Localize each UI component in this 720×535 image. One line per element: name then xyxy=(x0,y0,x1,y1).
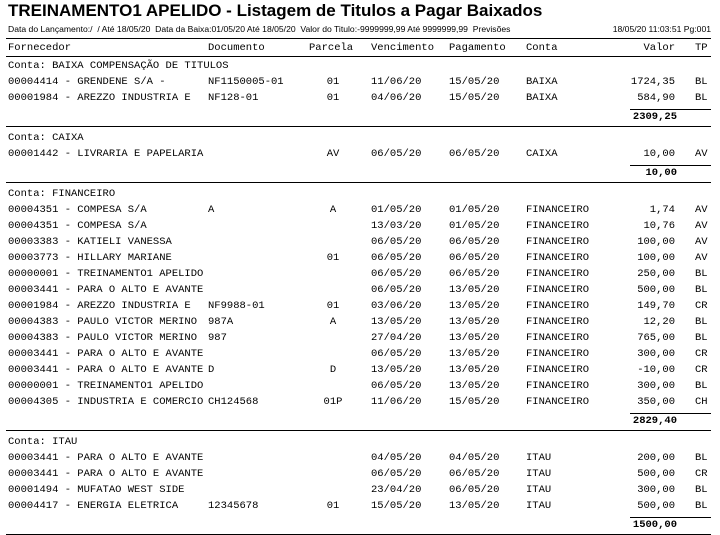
cell-pagamento: 06/05/20 xyxy=(449,268,500,280)
col-documento: Documento xyxy=(208,42,265,54)
cell-valor: 1,74 xyxy=(649,204,675,216)
col-parcela: Parcela xyxy=(309,42,354,54)
group-header: Conta: FINANCEIRO xyxy=(8,188,116,200)
cell-pagamento: 06/05/20 xyxy=(449,468,500,480)
cell-pagamento: 15/05/20 xyxy=(449,396,500,408)
header-top-rule xyxy=(6,38,711,39)
cell-valor: 500,00 xyxy=(637,284,675,296)
cell-tp: AV xyxy=(695,220,708,232)
cell-fornecedor: 00001494 - MUFATAO WEST SIDE xyxy=(8,484,185,496)
cell-conta: FINANCEIRO xyxy=(526,220,590,232)
cell-fornecedor: 00003441 - PARA O ALTO E AVANTE xyxy=(8,284,204,296)
cell-conta: ITAU xyxy=(526,452,552,464)
col-tp: TP xyxy=(695,42,708,54)
cell-tp: BL xyxy=(695,332,708,344)
cell-parcela: 01 xyxy=(326,500,340,512)
cell-vencimento: 03/06/20 xyxy=(371,300,422,312)
cell-parcela: 01 xyxy=(326,252,340,264)
cell-conta: BAIXA xyxy=(526,76,558,88)
cell-conta: FINANCEIRO xyxy=(526,364,590,376)
cell-tp: CR xyxy=(695,468,708,480)
cell-fornecedor: 00004414 - GRENDENE S/A - xyxy=(8,76,166,88)
cell-pagamento: 13/05/20 xyxy=(449,380,500,392)
cell-conta: FINANCEIRO xyxy=(526,348,590,360)
cell-fornecedor: 00004383 - PAULO VICTOR MERINO xyxy=(8,332,198,344)
cell-valor: 10,00 xyxy=(643,148,675,160)
cell-vencimento: 06/05/20 xyxy=(371,348,422,360)
cell-pagamento: 06/05/20 xyxy=(449,148,500,160)
report-title: TREINAMENTO1 APELIDO - Listagem de Titulos a Pagar Baixados xyxy=(8,1,543,20)
cell-valor: 500,00 xyxy=(637,500,675,512)
cell-documento: CH124568 xyxy=(208,396,259,408)
group-total: 2309,25 xyxy=(632,111,677,123)
cell-tp: CR xyxy=(695,364,708,376)
cell-vencimento: 01/05/20 xyxy=(371,204,422,216)
group-header: Conta: ITAU xyxy=(8,436,78,448)
cell-pagamento: 13/05/20 xyxy=(449,348,500,360)
cell-vencimento: 13/03/20 xyxy=(371,220,422,232)
cell-vencimento: 04/06/20 xyxy=(371,92,422,104)
cell-parcela: A xyxy=(329,316,337,328)
cell-valor: 200,00 xyxy=(637,452,675,464)
cell-valor: 300,00 xyxy=(637,348,675,360)
cell-fornecedor: 00003383 - KATIELI VANESSA xyxy=(8,236,172,248)
cell-pagamento: 15/05/20 xyxy=(449,76,500,88)
cell-valor: 250,00 xyxy=(637,268,675,280)
cell-fornecedor: 00001442 - LIVRARIA E PAPELARIA xyxy=(8,148,204,160)
cell-fornecedor: 00003441 - PARA O ALTO E AVANTE xyxy=(8,468,204,480)
cell-conta: FINANCEIRO xyxy=(526,284,590,296)
cell-vencimento: 06/05/20 xyxy=(371,468,422,480)
cell-fornecedor: 00003441 - PARA O ALTO E AVANTE xyxy=(8,452,204,464)
cell-fornecedor: 00004383 - PAULO VICTOR MERINO xyxy=(8,316,198,328)
cell-documento: 12345678 xyxy=(208,500,259,512)
header-bottom-rule xyxy=(6,56,711,57)
cell-documento: 987A xyxy=(208,316,234,328)
cell-fornecedor: 00000001 - TREINAMENTO1 APELIDO xyxy=(8,380,204,392)
cell-vencimento: 13/05/20 xyxy=(371,316,422,328)
cell-pagamento: 13/05/20 xyxy=(449,316,500,328)
cell-pagamento: 13/05/20 xyxy=(449,284,500,296)
cell-vencimento: 06/05/20 xyxy=(371,284,422,296)
cell-vencimento: 27/04/20 xyxy=(371,332,422,344)
cell-pagamento: 01/05/20 xyxy=(449,220,500,232)
report-filters: Data do Lançamento:/ / Até 18/05/20 Data da Baixa:01/05/20 Até 18/05/20 Valor do Titulo:-9999999,99 Até 9999999,99 Previsões xyxy=(8,24,511,34)
cell-tp: AV xyxy=(695,236,708,248)
cell-tp: AV xyxy=(695,252,708,264)
cell-conta: FINANCEIRO xyxy=(526,316,590,328)
cell-pagamento: 06/05/20 xyxy=(449,236,500,248)
col-pagamento: Pagamento xyxy=(449,42,506,54)
cell-fornecedor: 00001984 - AREZZO INDUSTRIA E xyxy=(8,92,191,104)
cell-fornecedor: 00004305 - INDUSTRIA E COMERCIO xyxy=(8,396,204,408)
cell-valor: 300,00 xyxy=(637,380,675,392)
cell-conta: FINANCEIRO xyxy=(526,204,590,216)
cell-vencimento: 23/04/20 xyxy=(371,484,422,496)
cell-fornecedor: 00004351 - COMPESA S/A xyxy=(8,204,147,216)
cell-conta: FINANCEIRO xyxy=(526,396,590,408)
group-total: 10,00 xyxy=(645,167,677,179)
cell-documento: 987 xyxy=(208,332,227,344)
cell-valor: -10,00 xyxy=(637,364,675,376)
report-printed-at: 18/05/20 11:03:51 Pg:001 xyxy=(612,24,711,34)
cell-tp: CR xyxy=(695,348,708,360)
cell-fornecedor: 00004417 - ENERGIA ELETRICA xyxy=(8,500,179,512)
cell-documento: NF9988-01 xyxy=(208,300,265,312)
group-separator xyxy=(6,430,711,431)
cell-valor: 765,00 xyxy=(637,332,675,344)
group-total: 2829,40 xyxy=(632,415,677,427)
cell-tp: BL xyxy=(695,268,708,280)
cell-documento: D xyxy=(208,364,215,376)
cell-conta: FINANCEIRO xyxy=(526,380,590,392)
cell-vencimento: 04/05/20 xyxy=(371,452,422,464)
cell-tp: AV xyxy=(695,148,708,160)
cell-valor: 100,00 xyxy=(637,252,675,264)
group-header: Conta: CAIXA xyxy=(8,132,84,144)
group-total-rule xyxy=(630,109,711,110)
cell-valor: 12,20 xyxy=(643,316,675,328)
cell-conta: FINANCEIRO xyxy=(526,300,590,312)
cell-fornecedor: 00003441 - PARA O ALTO E AVANTE xyxy=(8,364,204,376)
group-total-rule xyxy=(630,517,711,518)
cell-conta: CAIXA xyxy=(526,148,558,160)
cell-tp: BL xyxy=(695,484,708,496)
cell-fornecedor: 00003441 - PARA O ALTO E AVANTE xyxy=(8,348,204,360)
group-separator xyxy=(6,126,711,127)
cell-conta: FINANCEIRO xyxy=(526,236,590,248)
cell-tp: BL xyxy=(695,500,708,512)
cell-vencimento: 06/05/20 xyxy=(371,380,422,392)
cell-vencimento: 11/06/20 xyxy=(371,396,422,408)
cell-parcela: D xyxy=(329,364,337,376)
cell-tp: BL xyxy=(695,284,708,296)
group-header: Conta: BAIXA COMPENSAÇÃO DE TITULOS xyxy=(8,60,229,72)
cell-tp: BL xyxy=(695,92,708,104)
cell-parcela: 01 xyxy=(326,76,340,88)
cell-conta: BAIXA xyxy=(526,92,558,104)
cell-documento: A xyxy=(208,204,215,216)
cell-valor: 500,00 xyxy=(637,468,675,480)
cell-documento: NF1150005-01 xyxy=(208,76,284,88)
cell-conta: ITAU xyxy=(526,468,552,480)
cell-fornecedor: 00003773 - HILLARY MARIANE xyxy=(8,252,172,264)
cell-pagamento: 01/05/20 xyxy=(449,204,500,216)
cell-tp: BL xyxy=(695,380,708,392)
cell-vencimento: 13/05/20 xyxy=(371,364,422,376)
cell-parcela: AV xyxy=(326,148,340,160)
cell-pagamento: 13/05/20 xyxy=(449,500,500,512)
group-total-rule xyxy=(630,165,711,166)
col-fornecedor: Fornecedor xyxy=(8,42,72,54)
cell-valor: 100,00 xyxy=(637,236,675,248)
cell-conta: ITAU xyxy=(526,484,552,496)
cell-vencimento: 06/05/20 xyxy=(371,236,422,248)
cell-fornecedor: 00000001 - TREINAMENTO1 APELIDO xyxy=(8,268,204,280)
cell-vencimento: 11/06/20 xyxy=(371,76,422,88)
col-vencimento: Vencimento xyxy=(371,42,435,54)
group-total-rule xyxy=(630,413,711,414)
cell-pagamento: 13/05/20 xyxy=(449,300,500,312)
cell-valor: 584,90 xyxy=(637,92,675,104)
cell-parcela: A xyxy=(329,204,337,216)
cell-pagamento: 13/05/20 xyxy=(449,332,500,344)
cell-valor: 10,76 xyxy=(643,220,675,232)
col-conta: Conta xyxy=(526,42,558,54)
cell-documento: NF128-01 xyxy=(208,92,259,104)
cell-vencimento: 06/05/20 xyxy=(371,148,422,160)
cell-pagamento: 04/05/20 xyxy=(449,452,500,464)
cell-tp: AV xyxy=(695,204,708,216)
cell-vencimento: 06/05/20 xyxy=(371,268,422,280)
group-separator xyxy=(6,182,711,183)
cell-tp: BL xyxy=(695,452,708,464)
cell-valor: 149,70 xyxy=(637,300,675,312)
cell-tp: CH xyxy=(695,396,708,408)
cell-parcela: 01 xyxy=(326,92,340,104)
col-valor: Valor xyxy=(643,42,675,54)
cell-parcela: 01P xyxy=(323,396,343,408)
cell-valor: 350,00 xyxy=(637,396,675,408)
cell-fornecedor: 00001984 - AREZZO INDUSTRIA E xyxy=(8,300,191,312)
cell-valor: 1724,35 xyxy=(630,76,675,88)
cell-pagamento: 06/05/20 xyxy=(449,484,500,496)
cell-vencimento: 15/05/20 xyxy=(371,500,422,512)
cell-conta: ITAU xyxy=(526,500,552,512)
cell-tp: BL xyxy=(695,316,708,328)
cell-conta: FINANCEIRO xyxy=(526,252,590,264)
group-total: 1500,00 xyxy=(632,519,677,531)
cell-pagamento: 06/05/20 xyxy=(449,252,500,264)
cell-tp: CR xyxy=(695,300,708,312)
cell-pagamento: 15/05/20 xyxy=(449,92,500,104)
cell-pagamento: 13/05/20 xyxy=(449,364,500,376)
cell-fornecedor: 00004351 - COMPESA S/A xyxy=(8,220,147,232)
cell-conta: FINANCEIRO xyxy=(526,268,590,280)
cell-parcela: 01 xyxy=(326,300,340,312)
cell-valor: 300,00 xyxy=(637,484,675,496)
cell-tp: BL xyxy=(695,76,708,88)
cell-conta: FINANCEIRO xyxy=(526,332,590,344)
cell-vencimento: 06/05/20 xyxy=(371,252,422,264)
